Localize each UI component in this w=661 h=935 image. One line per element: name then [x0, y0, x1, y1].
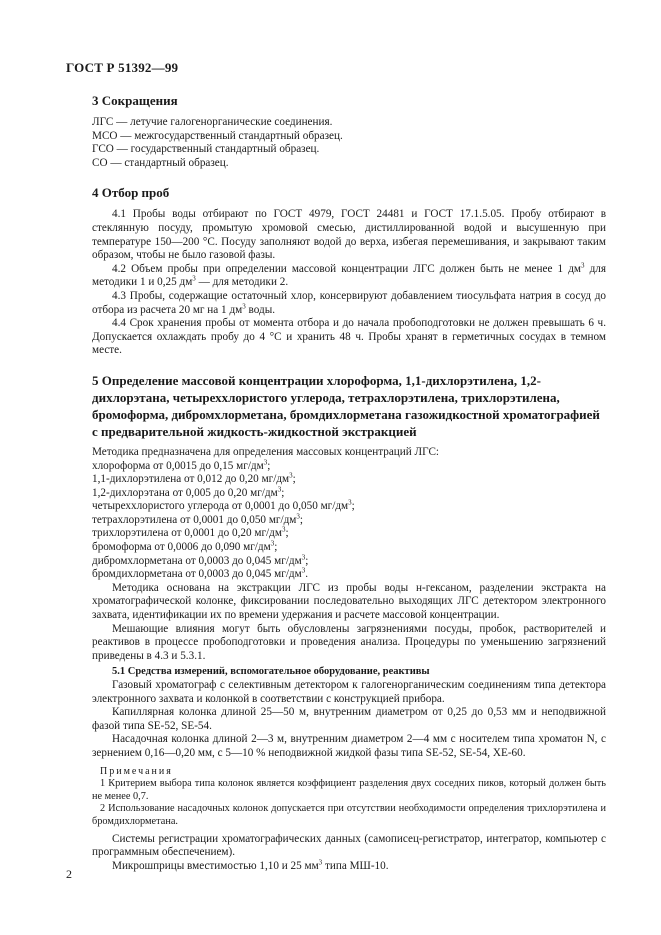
gas-chromatograph-paragraph: Газовый хроматограф с селективным детектором к галогенорганическим соединениям типа детектора электронного захвата и колонкой в соответствии с конструкцией прибора.	[92, 679, 606, 705]
note-2: 2 Использование насадочных колонок допускается при отсутствии необходимости определения трихлорэтилена и бромдихлорметана.	[92, 803, 606, 827]
range-item: бромдихлорметана от 0,0003 до 0,045 $мг/дм^3$.	[92, 566, 309, 581]
abbreviation-lgs: ЛГС — летучие галогенорганические соединения.	[92, 116, 333, 128]
section-5-title: 5 Определение массовой концентрации хлороформа, 1,1-дихлорэтилена, 1,2-дихлорэтана, четыреххлористого углерода, тетрахлорэтилена, трихлорэтилена, бромоформа, дибромхлорметана, бромдихлорметана газожидкостной хроматографией с предварительной жидкость-жидкостной экстракцией	[92, 372, 600, 439]
range-item: 1,2-дихлорэтана от 0,005 до 0,20 $мг/дм^3$;	[92, 484, 285, 499]
abbreviation-gso: ГСО — государственный стандартный образец.	[92, 143, 320, 156]
interference-paragraph: Мешающие влияния могут быть обусловлены загрязнениями посуды, пробок, растворителей и реактивов в процессе пробоподготовки и проведения анализа. Процедуры по уменьшению загрязнений приведены в 4.3 и 5.3.1.	[92, 622, 606, 662]
range-item: бромоформа от 0,0006 до 0,090 $мг/дм^3$;	[92, 539, 278, 554]
subsection-5-1-title: 5.1 Средства измерений, вспомогательное оборудование, реактивы	[112, 666, 430, 678]
section-3-title: 3 Сокращения	[92, 93, 178, 108]
note-1: 1 Критерием выбора типа колонок является коэффициент разделения двух соседних пиков, который должен быть не менее 0,7.	[92, 778, 606, 802]
section-4-title: 4 Отбор проб	[92, 185, 170, 201]
paragraph-4-3: 4.3 Пробы, содержащие остаточный хлор, консервируют добавлением тиосульфата натрия в сосуд до отбора из расчета 20 мг на 1 $дм^3$ воды.	[92, 289, 606, 316]
range-item: 1,1-дихлорэтилена от 0,012 до 0,20 $мг/дм^3$;	[92, 471, 296, 486]
range-item: хлороформа от 0,0015 до 0,15 $мг/дм^3$;	[92, 457, 271, 472]
notes-title: Примечания	[100, 765, 173, 777]
range-item: трихлорэтилена от 0,0001 до 0,20 $мг/дм^3$;	[92, 525, 289, 540]
abbreviation-so: СО — стандартный образец.	[92, 156, 229, 169]
range-item: четыреххлористого углерода от 0,0001 до 0,050 $мг/дм^3$;	[92, 498, 355, 513]
paragraph-4-1: 4.1 Пробы воды отбирают по ГОСТ 4979, ГОСТ 24481 и ГОСТ 17.1.5.05. Пробу отбирают в стеклянную посуду, промытую хромовой смесью, дистиллированной водой и высушенную при температуре 150—200 °С. Посуду заполняют водой до верха, избегая перемешивания, и закрывают таким образом, чтобы не было газовой фазы.	[92, 208, 606, 262]
method-principle: Методика основана на экстракции ЛГС из пробы воды н-гексаном, разделении экстракта на хроматографической колонке, фиксировании последовательно выходящих ЛГС детектором электронного захвата, идентификации их по времени удержания и расчете массовой концентрации.	[92, 581, 606, 622]
data-systems-paragraph: Системы регистрации хроматографических данных (самописец-регистратор, интегратор, компьютер с программным обеспечением).	[92, 832, 606, 859]
document-code: ГОСТ Р 51392—99	[66, 60, 179, 75]
concentration-ranges	[92, 457, 606, 582]
packed-column-paragraph: Насадочная колонка длиной 2—3 м, внутренним диаметром 2—4 мм с носителем типа хроматон N, с зернением 0,16—0,20 мм, с 5—10 % неподвижной жидкой фазы типа SE-52, SE-54, ХЕ-60.	[92, 733, 606, 759]
range-item: тетрахлорэтилена от 0,0001 до 0,050 $мг/дм^3$;	[92, 512, 303, 526]
page-content	[92, 90, 606, 873]
abbreviation-mso: МСО — межгосударственный стандартный образец.	[92, 129, 343, 142]
page-number: 2	[66, 867, 72, 881]
range-item: дибромхлорметана от 0,0003 до 0,045 $мг/дм^3$;	[92, 552, 309, 567]
paragraph-4-2: 4.2 Объем пробы при определении массовой концентрации ЛГС должен быть не менее 1 $дм^3$ для методики 1 и 0,25 $дм^3$ — для методики 2.	[92, 261, 606, 289]
paragraph-4-4: 4.4 Срок хранения пробы от момента отбора и до начала пробоподготовки не должен превышать 6 ч. Допускается охлаждать пробу до 4 °С и хранить 48 ч. Пробы хранят в герметичных сосудах в темном месте.	[92, 317, 606, 357]
microsyringes-paragraph: Микрошприцы вместимостью 1,10 и 25 $мм^3$ типа МШ-10.	[112, 857, 389, 872]
method-intro: Методика предназначена для определения массовых концентраций ЛГС:	[92, 445, 440, 458]
capillary-column-paragraph: Капиллярная колонка длиной 25—50 м, внутренним диаметром от 0,25 до 0,53 мм и неподвижной фазой типа SE-52, SE-54.	[92, 706, 606, 732]
